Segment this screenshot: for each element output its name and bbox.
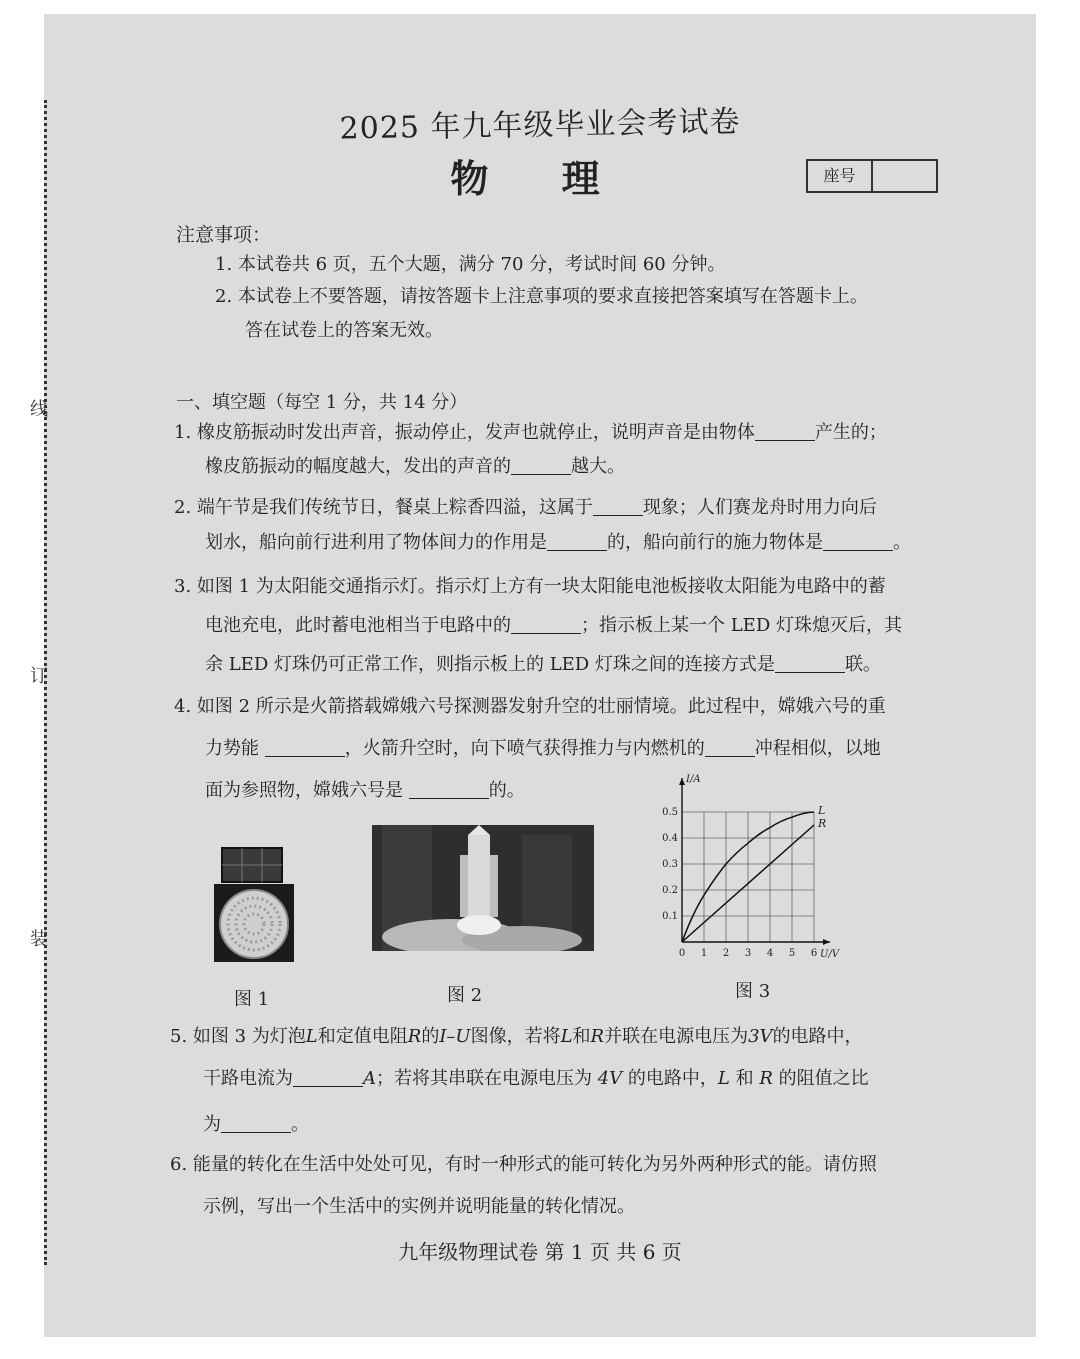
question-5-line-1 xyxy=(170,1022,863,1048)
subject-title: 物 理 xyxy=(450,156,630,201)
q3-text-e: 联。 xyxy=(844,654,881,675)
q2-text-b: 现象；人们赛龙舟时用力向后 xyxy=(642,497,877,518)
notice-item-3: 答在试卷上的答案无效。 xyxy=(245,320,443,341)
x-tick-label: 4 xyxy=(766,948,774,959)
y-axis-label: I/A xyxy=(686,774,701,785)
question-4-line-2 xyxy=(205,734,881,760)
question-2-line-2 xyxy=(205,528,911,554)
answer-blank xyxy=(705,738,755,757)
seat-number-box xyxy=(806,159,938,193)
answer-blank xyxy=(593,497,643,516)
notice-heading: 注意事项： xyxy=(176,224,272,246)
symbol-L: L xyxy=(560,1026,573,1047)
x-axis-arrow xyxy=(823,939,830,945)
x-tick-label: 0 xyxy=(678,948,686,959)
binding-mark-xian: 线 xyxy=(30,399,48,420)
y-tick-label: 0.5 xyxy=(662,807,678,818)
q4-text-e: 面为参照物，嫦娥六号是 xyxy=(205,780,403,801)
notice-item-1: 1. 本试卷共 6 页，五个大题，满分 70 分，考试时间 60 分钟。 xyxy=(215,254,726,275)
symbol-I-U: I–U xyxy=(439,1026,471,1047)
x-tick-label: 3 xyxy=(744,948,752,959)
x-tick-label: 6 xyxy=(810,948,818,959)
series-label-L: L xyxy=(818,804,826,817)
page-footer: 九年级物理试卷 第 1 页 共 6 页 xyxy=(398,1240,682,1264)
question-5-line-3 xyxy=(203,1110,309,1136)
answer-blank xyxy=(755,422,815,441)
question-3-line-1: 3. 如图 1 为太阳能交通指示灯。指示灯上方有一块太阳能电池板接收太阳能为电路中的蓄 xyxy=(174,576,886,597)
exam-title: 2025 年九年级毕业会考试卷 xyxy=(339,104,741,147)
q5-text: 和 xyxy=(572,1026,591,1047)
answer-blank xyxy=(547,532,607,551)
question-1-line-2 xyxy=(205,452,625,478)
q5-text: 图像，若将 xyxy=(470,1026,561,1047)
symbol-L: L xyxy=(305,1026,318,1047)
symbol-L: L xyxy=(717,1068,730,1089)
q5-text: 并联在电源电压为 xyxy=(604,1026,749,1047)
question-4-line-1: 4. 如图 2 所示是火箭搭载嫦娥六号探测器发射升空的壮丽情境。此过程中，嫦娥六号的重 xyxy=(174,696,886,717)
answer-blank xyxy=(775,654,845,673)
q2-text-e: 。 xyxy=(893,532,911,553)
answer-blank xyxy=(823,532,893,551)
figure-2-caption: 图 2 xyxy=(447,985,483,1006)
y-tick-label: 0.2 xyxy=(662,885,678,896)
question-3-line-3 xyxy=(205,650,881,676)
q2-text-c: 划水，船向前行进利用了物体间力的作用是 xyxy=(205,532,547,553)
q1-text-a: 1. 橡皮筋振动时发出声音，振动停止，发声也就停止，说明声音是由物体 xyxy=(174,422,755,443)
y-tick-label: 0.1 xyxy=(662,911,678,922)
figure-1-caption: 图 1 xyxy=(234,989,270,1010)
answer-blank xyxy=(409,780,489,799)
figure-3-iu-chart xyxy=(650,770,860,960)
q3-text-c: ；指示板上某一个 LED 灯珠熄灭后，其 xyxy=(581,615,902,636)
q5-text: ；若将其串联在电源电压为 xyxy=(376,1068,598,1089)
series-label-R: R xyxy=(818,817,827,830)
question-5-line-2 xyxy=(203,1064,869,1090)
question-6-line-1: 6. 能量的转化在生活中处处可见，有时一种形式的能可转化为另外两种形式的能。请仿照 xyxy=(170,1154,877,1175)
figure-1-solar-traffic-light xyxy=(212,846,296,964)
q5-text: 和定值电阻 xyxy=(317,1026,408,1047)
symbol-R: R xyxy=(407,1026,422,1047)
x-axis-label: U/V xyxy=(820,949,840,960)
rocket-body xyxy=(468,835,490,919)
binding-mark-zhuang: 装 xyxy=(30,929,48,950)
symbol-R: R xyxy=(590,1026,605,1047)
q5-text: 的电路中， xyxy=(772,1026,863,1047)
figure-2-rocket-launch xyxy=(372,825,594,951)
q3-text-d: 余 LED 灯珠仍可正常工作，则指示板上的 LED 灯珠之间的连接方式是 xyxy=(205,654,775,675)
q4-text-c: ，火箭升空时，向下喷气获得推力与内燃机的 xyxy=(344,738,705,759)
q5-text: 为 xyxy=(203,1114,221,1135)
answer-blank xyxy=(221,1114,291,1133)
y-tick-label: 0.3 xyxy=(662,859,678,870)
symbol-R: R xyxy=(759,1068,773,1089)
answer-blank xyxy=(293,1068,363,1087)
q2-text-d: 的，船向前行的施力物体是 xyxy=(607,532,823,553)
q4-text-b: 力势能 xyxy=(205,738,259,759)
y-axis-arrow xyxy=(679,778,685,785)
x-tick-label: 2 xyxy=(722,948,730,959)
q4-text-d: 冲程相似，以地 xyxy=(754,738,881,759)
question-2-line-1 xyxy=(174,493,877,519)
seat-value-cell xyxy=(873,161,936,191)
x-tick-label: 1 xyxy=(700,948,708,959)
binding-mark-ding: 订 xyxy=(30,666,48,687)
x-tick-label: 5 xyxy=(788,948,796,959)
q1-text-b: 产生的； xyxy=(814,422,887,443)
seat-label: 座号 xyxy=(808,161,873,191)
voltage-4v: 4V xyxy=(597,1068,623,1089)
q4-text-f: 的。 xyxy=(488,780,525,801)
q5-text: 干路电流为 xyxy=(203,1068,293,1089)
question-4-line-3 xyxy=(205,776,525,802)
unit-A: A xyxy=(363,1068,376,1089)
y-tick-label: 0.4 xyxy=(662,833,678,844)
q5-text: 的阻值之比 xyxy=(772,1068,869,1089)
q1-text-c: 橡皮筋振动的幅度越大，发出的声音的 xyxy=(205,456,511,477)
q5-text: 。 xyxy=(291,1114,309,1135)
q3-text-b: 电池充电，此时蓄电池相当于电路中的 xyxy=(205,615,511,636)
q1-text-d: 越大。 xyxy=(571,456,625,477)
q2-text-a: 2. 端午节是我们传统节日，餐桌上粽香四溢，这属于 xyxy=(174,497,593,518)
q5-text: 5. 如图 3 为灯泡 xyxy=(170,1026,306,1047)
answer-blank xyxy=(511,456,571,475)
answer-blank xyxy=(265,738,345,757)
voltage-3v: 3V xyxy=(748,1026,773,1047)
answer-blank xyxy=(511,615,581,634)
q5-text: 和 xyxy=(729,1068,760,1089)
figure-3-caption: 图 3 xyxy=(735,981,771,1002)
q5-text: 的电路中， xyxy=(622,1068,718,1089)
q5-text: 的 xyxy=(421,1026,440,1047)
question-3-line-2 xyxy=(205,611,902,637)
question-6-line-2: 示例，写出一个生活中的实例并说明能量的转化情况。 xyxy=(203,1196,635,1217)
section-heading: 一、填空题（每空 1 分，共 14 分） xyxy=(176,392,468,413)
notice-item-2: 2. 本试卷上不要答题，请按答题卡上注意事项的要求直接把答案填写在答题卡上。 xyxy=(215,286,868,307)
question-1-line-1 xyxy=(174,418,887,444)
